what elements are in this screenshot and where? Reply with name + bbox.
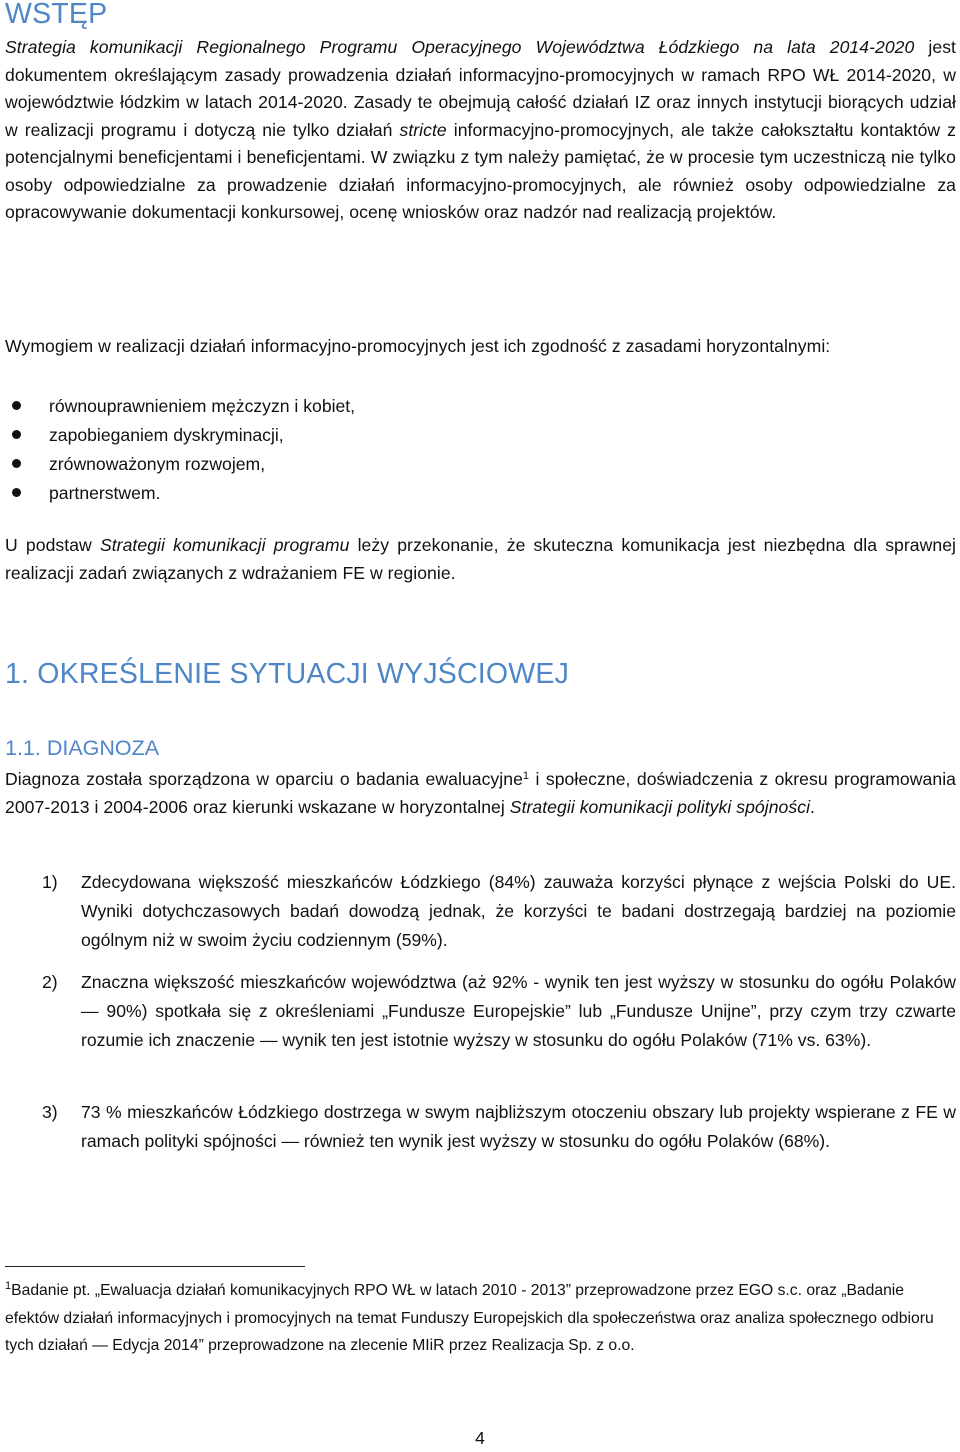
policy-strategy-title: Strategii komunikacji polityki spójności xyxy=(509,796,811,817)
strategy-reference: Strategii komunikacji programu xyxy=(99,535,350,555)
bullet-icon xyxy=(12,459,21,468)
list-item-text: równouprawnieniem mężczyzn i kobiet, xyxy=(49,396,356,416)
numbered-item-2 xyxy=(5,968,956,1055)
diagnosis-text-c: . xyxy=(810,796,815,817)
diagnosis-paragraph xyxy=(5,766,956,821)
item-text: Zdecydowana większość mieszkańców Łódzkiego (84%) zauważa korzyści płynące z wejścia Polski do UE. Wyniki dotychczasowych badań dowodzą jednak, że korzyści te badani dostrzegają bardziej na poziomie ogólnym niż w swoim życiu codziennym (59%). xyxy=(81,872,956,950)
footnote-mark: 1 xyxy=(5,1280,12,1292)
list-item-text: zrównoważonym rozwojem, xyxy=(49,454,266,474)
footnote xyxy=(5,1277,940,1360)
item-number: 2) xyxy=(42,972,58,992)
list-item-text: partnerstwem. xyxy=(49,483,161,503)
diagnosis-text-b: i społeczne, doświadczenia z okresu programowania 2007-2013 i 2004-2006 oraz kierunki wskazane w horyzontalnej xyxy=(5,769,956,817)
bullet-icon xyxy=(12,401,21,410)
horizontal-principles-list xyxy=(0,392,355,508)
footnote-text: Badanie pt. „Ewaluacja działań komunikacyjnych RPO WŁ w latach 2010 - 2013” przeprowadzone przez EGO s.c. oraz „Badanie efektów działań informacyjnych i promocyjnych na temat Funduszy Europejskich dla społeczeństwa oraz analiza społecznego odbioru tych działań — Edycja 2014” przeprowadzone na zlecenie MIiR przez Realizacja Sp. z o.o. xyxy=(5,1282,934,1354)
bullet-icon xyxy=(12,430,21,439)
communication-text-a: U podstaw xyxy=(5,535,100,555)
heading-section-1-1: 1.1. DIAGNOZA xyxy=(5,736,160,760)
communication-text-b: leży przekonanie, że skuteczna komunikacja jest niezbędna dla sprawnej realizacji zadań związanych z wdrażaniem FE w regionie. xyxy=(5,535,957,583)
intro-paragraph xyxy=(5,34,956,227)
numbered-item-1 xyxy=(5,868,956,955)
communication-paragraph xyxy=(5,532,956,587)
list-item xyxy=(0,392,355,421)
diagnosis-text-a: Diagnoza została sporządzona w oparciu o badania ewaluacyjne xyxy=(5,769,523,789)
list-item xyxy=(0,479,355,508)
intro-text-b: informacyjno-promocyjnych, ale także całokształtu kontaktów z potencjalnymi beneficjentami i beneficjentami. W związku z tym należy pamiętać, że w procesie tym uczestniczą nie tylko osoby odpowiedzialne za prowadzenie działań informacyjno-promocyjnych, ale również osoby odpowiedzialne za opracowywanie dokumentacji konkursowej, ocenę wniosków oraz nadzór nad realizacją projektów. xyxy=(5,119,957,222)
item-number: 3) xyxy=(42,1102,58,1122)
strategy-title: Strategia komunikacji Regionalnego Programu Operacyjnego Województwa Łódzkiego na lata 2014-2020 xyxy=(5,37,915,57)
footnote-separator xyxy=(5,1266,305,1267)
intro-text-a: jest dokumentem określającym zasady prowadzenia działań informacyjno-promocyjnych w ramach RPO WŁ 2014-2020, w województwie łódzkim w latach 2014-2020. Zasady te obejmują całość działań IZ oraz innych instytucji biorących udział w realizacji programu i dotyczą nie tylko działań xyxy=(5,37,956,140)
item-text: Znaczna większość mieszkańców województwa (aż 92% - wynik ten jest wyższy w stosunku do ogółu Polaków — 90%) spotkała się z określeniami „Fundusze Europejskie” lub „Fundusze Unijne”, przy czym trzy czwarte rozumie ich znaczenie — wynik ten jest istotnie wyższy w stosunku do ogółu Polaków (71% vs. 63%). xyxy=(81,972,956,1050)
footnote-reference: 1 xyxy=(522,770,530,782)
page-number: 4 xyxy=(475,1428,485,1448)
item-number: 1) xyxy=(42,872,58,892)
stricte-term: stricte xyxy=(399,119,447,140)
list-item-text: zapobieganiem dyskryminacji, xyxy=(49,425,284,445)
list-item xyxy=(0,450,355,479)
requirements-paragraph: Wymogiem w realizacji działań informacyjno-promocyjnych jest ich zgodność z zasadami horyzontalnymi: xyxy=(5,336,831,356)
list-item xyxy=(0,421,355,450)
heading-section-1: 1. OKREŚLENIE SYTUACJI WYJŚCIOWEJ xyxy=(5,658,570,690)
item-text: 73 % mieszkańców Łódzkiego dostrzega w swym najbliższym otoczeniu obszary lub projekty wspierane z FE w ramach polityki spójności — również ten wynik jest wyższy w stosunku do ogółu Polaków (68%). xyxy=(81,1102,956,1151)
bullet-icon xyxy=(12,488,21,497)
numbered-item-3 xyxy=(5,1098,956,1156)
heading-wstep: WSTĘP xyxy=(5,0,108,30)
